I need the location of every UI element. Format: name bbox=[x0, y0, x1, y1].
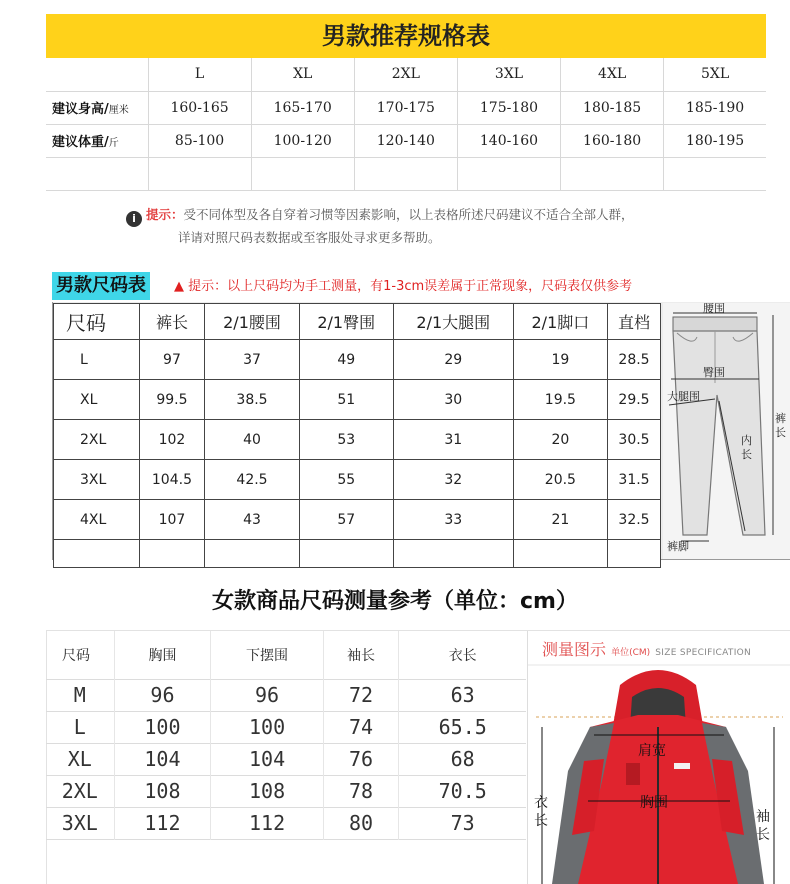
men-cell: 57 bbox=[299, 500, 393, 540]
men-size-cell: XL bbox=[54, 380, 140, 420]
pants-length-label-2: 长 bbox=[775, 426, 786, 439]
jacket-spec-text: SIZE SPECIFICATION bbox=[655, 648, 752, 658]
jacket-sleeve-label-1: 袖 bbox=[756, 809, 770, 825]
men-cell: 40 bbox=[205, 420, 299, 460]
recommend-weight-row bbox=[46, 124, 766, 157]
pants-thigh-label: 大腿围 bbox=[667, 390, 700, 403]
table-row bbox=[46, 775, 526, 807]
men-cell: 19 bbox=[513, 340, 607, 380]
men-cell: 31 bbox=[393, 420, 513, 460]
pants-inseam-label-1: 内 bbox=[741, 434, 752, 447]
recommend-cell: 165-170 bbox=[251, 91, 354, 124]
women-header-cell: 衣长 bbox=[399, 631, 526, 679]
women-cell: 104 bbox=[211, 743, 323, 775]
women-cell: 76 bbox=[323, 743, 399, 775]
recommend-table bbox=[46, 58, 766, 191]
women-cell: 73 bbox=[399, 807, 526, 839]
men-header-cell: 直档 bbox=[608, 304, 661, 340]
men-cell: 55 bbox=[299, 460, 393, 500]
info-icon: i bbox=[126, 211, 142, 227]
men-cell: 32 bbox=[393, 460, 513, 500]
recommend-size-header: L bbox=[148, 58, 251, 91]
women-cell: 100 bbox=[114, 711, 211, 743]
recommend-size-header: XL bbox=[251, 58, 354, 91]
jacket-shoulder-label: 肩宽 bbox=[638, 743, 666, 759]
table-row bbox=[46, 743, 526, 775]
women-header-cell: 袖长 bbox=[323, 631, 399, 679]
jacket-chest-label: 胸围 bbox=[640, 795, 668, 811]
men-note-text: 提示：以上尺码均为手工测量，有1-3cm误差属于正常现象，尺码表仅供参考 bbox=[188, 279, 633, 294]
women-size-table bbox=[46, 631, 526, 840]
table-row bbox=[46, 807, 526, 839]
table-row bbox=[54, 420, 661, 460]
recommend-cell: 140-160 bbox=[457, 124, 560, 157]
men-header-cell: 2/1大腿围 bbox=[393, 304, 513, 340]
men-cell: 43 bbox=[205, 500, 299, 540]
women-cell: 96 bbox=[114, 679, 211, 711]
table-row bbox=[54, 500, 661, 540]
men-cell: 29.5 bbox=[608, 380, 661, 420]
men-cell: 30.5 bbox=[608, 420, 661, 460]
pants-length-label-1: 裤 bbox=[775, 412, 786, 425]
women-cell: 74 bbox=[323, 711, 399, 743]
recommend-height-row bbox=[46, 91, 766, 124]
men-cell: 51 bbox=[299, 380, 393, 420]
men-header-cell: 尺码 bbox=[54, 304, 140, 340]
men-cell: 97 bbox=[139, 340, 205, 380]
tip-text-line1: 受不同体型及各自穿着习惯等因素影响，以上表格所述尺码建议不适合全部人群， bbox=[183, 207, 634, 222]
men-cell: 30 bbox=[393, 380, 513, 420]
pants-inseam-label-2: 长 bbox=[741, 448, 752, 461]
men-header-cell: 2/1臀围 bbox=[299, 304, 393, 340]
recommend-cell: 170-175 bbox=[354, 91, 457, 124]
jacket-length-label-1: 衣 bbox=[534, 795, 548, 811]
recommend-cell: 120-140 bbox=[354, 124, 457, 157]
men-size-cell: 3XL bbox=[54, 460, 140, 500]
pants-measure-diagram bbox=[663, 303, 790, 559]
men-cell: 32.5 bbox=[608, 500, 661, 540]
table-row bbox=[46, 679, 526, 711]
recommend-blank-row bbox=[46, 157, 766, 190]
men-header-cell: 2/1脚口 bbox=[513, 304, 607, 340]
recommend-size-header: 5XL bbox=[664, 58, 766, 91]
men-cell: 107 bbox=[139, 500, 205, 540]
women-header-cell: 下摆围 bbox=[211, 631, 323, 679]
recommend-size-header: 3XL bbox=[457, 58, 560, 91]
recommend-cell: 185-190 bbox=[664, 91, 766, 124]
women-size-cell: 3XL bbox=[61, 811, 98, 835]
women-cell: 100 bbox=[211, 711, 323, 743]
recommend-cell: 175-180 bbox=[457, 91, 560, 124]
jacket-measure-diagram bbox=[527, 631, 790, 884]
women-cell: 108 bbox=[114, 775, 211, 807]
jacket-length-label-2: 长 bbox=[534, 813, 548, 829]
women-cell: 104 bbox=[114, 743, 211, 775]
men-cell: 29 bbox=[393, 340, 513, 380]
men-cell: 33 bbox=[393, 500, 513, 540]
recommend-cell: 160-180 bbox=[561, 124, 664, 157]
warning-triangle-icon: ▲ bbox=[174, 279, 184, 294]
recommend-corner-cell bbox=[46, 58, 148, 91]
men-size-title: 男款尺码表 bbox=[52, 272, 150, 300]
recommend-size-header: 2XL bbox=[354, 58, 457, 91]
size-tip bbox=[126, 204, 766, 248]
men-header-cell: 2/1腰围 bbox=[205, 304, 299, 340]
recommend-cell: 85-100 bbox=[148, 124, 251, 157]
men-cell: 20.5 bbox=[513, 460, 607, 500]
women-cell: 112 bbox=[211, 807, 323, 839]
men-cell: 38.5 bbox=[205, 380, 299, 420]
men-header-row bbox=[54, 304, 661, 340]
table-row bbox=[54, 340, 661, 380]
men-cell: 28.5 bbox=[608, 340, 661, 380]
recommend-cell: 100-120 bbox=[251, 124, 354, 157]
table-row-empty bbox=[54, 540, 661, 568]
recommend-row-label: 建议身高/厘米 bbox=[52, 102, 129, 117]
women-cell: 96 bbox=[211, 679, 323, 711]
jacket-unit-text: 单位(CM) bbox=[611, 648, 651, 658]
women-cell: 70.5 bbox=[399, 775, 526, 807]
women-cell: 65.5 bbox=[399, 711, 526, 743]
men-size-cell: 4XL bbox=[54, 500, 140, 540]
men-size-table bbox=[53, 303, 661, 568]
women-cell: 68 bbox=[399, 743, 526, 775]
men-cell: 31.5 bbox=[608, 460, 661, 500]
jacket-heading-text: 测量图示 bbox=[542, 640, 607, 659]
women-header-cell: 尺码 bbox=[62, 647, 90, 664]
men-cell: 49 bbox=[299, 340, 393, 380]
women-cell: 108 bbox=[211, 775, 323, 807]
recommend-size-header: 4XL bbox=[561, 58, 664, 91]
men-cell: 102 bbox=[139, 420, 205, 460]
men-cell: 21 bbox=[513, 500, 607, 540]
men-cell: 42.5 bbox=[205, 460, 299, 500]
men-cell: 53 bbox=[299, 420, 393, 460]
recommend-cell: 180-185 bbox=[561, 91, 664, 124]
women-cell: 63 bbox=[399, 679, 526, 711]
men-cell: 20 bbox=[513, 420, 607, 460]
women-size-cell: M bbox=[73, 683, 86, 707]
women-cell: 78 bbox=[323, 775, 399, 807]
women-size-cell: XL bbox=[67, 747, 92, 771]
recommend-title: 男款推荐规格表 bbox=[46, 14, 766, 58]
recommend-header-row bbox=[46, 58, 766, 91]
women-size-title: 女款商品尺码测量参考（单位：cm） bbox=[212, 589, 578, 614]
recommend-cell: 180-195 bbox=[664, 124, 766, 157]
men-cell: 104.5 bbox=[139, 460, 205, 500]
women-cell: 80 bbox=[323, 807, 399, 839]
men-size-cell: 2XL bbox=[54, 420, 140, 460]
men-cell: 37 bbox=[205, 340, 299, 380]
women-size-cell: L bbox=[73, 715, 86, 739]
men-cell: 99.5 bbox=[139, 380, 205, 420]
men-size-cell: L bbox=[54, 340, 140, 380]
table-row bbox=[46, 711, 526, 743]
women-cell: 72 bbox=[323, 679, 399, 711]
tip-label: 提示： bbox=[146, 207, 184, 222]
pants-illustration bbox=[663, 303, 790, 559]
men-cell: 19.5 bbox=[513, 380, 607, 420]
men-header-cell: 裤长 bbox=[139, 304, 205, 340]
table-row bbox=[54, 380, 661, 420]
recommend-cell: 160-165 bbox=[148, 91, 251, 124]
pants-waist-label: 腰围 bbox=[703, 302, 725, 315]
women-header-cell: 胸围 bbox=[114, 631, 211, 679]
women-cell: 112 bbox=[114, 807, 211, 839]
pants-hem-label: 裤脚 bbox=[667, 540, 689, 553]
jacket-sleeve-label-2: 长 bbox=[756, 827, 770, 843]
pants-hip-label: 臀围 bbox=[703, 366, 725, 379]
tip-text-line2: 详请对照尺码表数据或至客服处寻求更多帮助。 bbox=[178, 230, 441, 245]
women-header-row bbox=[46, 631, 526, 679]
men-size-note bbox=[174, 276, 632, 298]
women-size-cell: 2XL bbox=[61, 779, 98, 803]
table-row bbox=[54, 460, 661, 500]
recommend-row-label: 建议体重/斤 bbox=[52, 135, 119, 150]
